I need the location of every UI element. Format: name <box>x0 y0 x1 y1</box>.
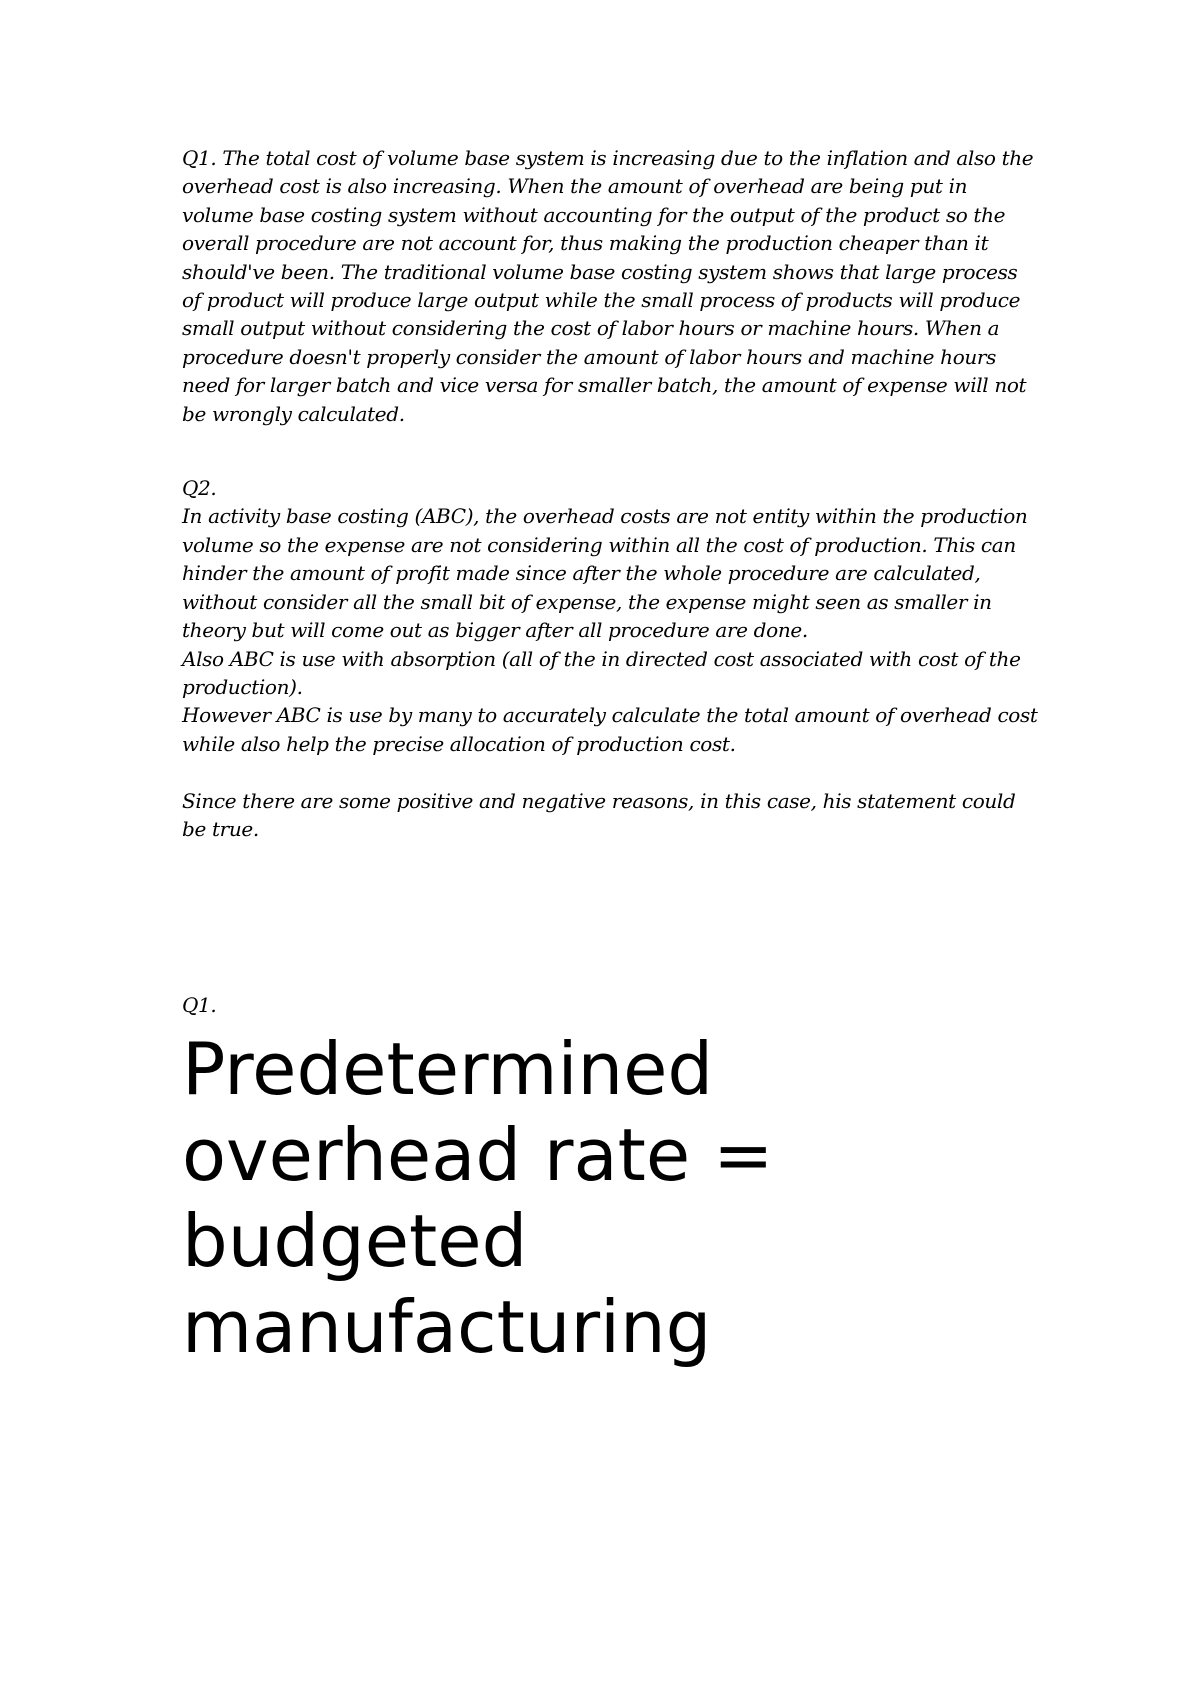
formula-line-1: Predetermined <box>182 1026 714 1111</box>
q2-paragraph-4: Since there are some positive and negative reasons, in this case, his statement could be true. <box>182 788 1016 841</box>
q2-paragraph-2: Also ABC is use with absorption (all of the in directed cost associated with cost of the production). <box>182 646 1021 699</box>
q2-label: Q2. <box>182 476 217 501</box>
calculation-label: Q1. <box>182 993 217 1018</box>
q1-answer-text: Q1. The total cost of volume base system is increasing due to the inflation and also the overhead cost is also increasing. When the amount of overhead are being put in volume base costing system without accounting for the output of the product so the overall procedure are not account for, thus making the production cheaper than it should've been. The traditional volume base costing system shows that large process of product will produce large output while the small process of products will produce small output without considering the cost of labor hours or machine hours. When a procedure doesn't properly consider the amount of labor hours and machine hours need for larger batch and vice versa for smaller batch, the amount of expense will not be wrongly calculated. <box>182 146 1034 426</box>
q2-paragraph-3: However ABC is use by many to accurately calculate the total amount of overhead cost while also help the precise allocation of production cost. <box>182 703 1038 756</box>
q2-paragraph-1: In activity base costing (ABC), the overhead costs are not entity within the production volume so the expense are not considering within all the cost of production. This can hinder the amount of profit made since after the whole procedure are calculated, without consider all the small bit of expense, the expense might seen as smaller in theory but will come out as bigger after all procedure are done. <box>182 504 1028 643</box>
formula-line-2: overhead rate = <box>182 1112 774 1197</box>
q1-answer <box>182 144 1042 428</box>
document-content <box>182 144 1042 1370</box>
formula-line-3: budgeted <box>182 1198 528 1283</box>
calculation-formula <box>182 1026 882 1370</box>
paragraph-spacer <box>182 758 1042 786</box>
calculation-section <box>182 991 1042 1019</box>
formula-line-4: manufacturing <box>182 1284 712 1369</box>
q2-answer <box>182 474 1042 843</box>
